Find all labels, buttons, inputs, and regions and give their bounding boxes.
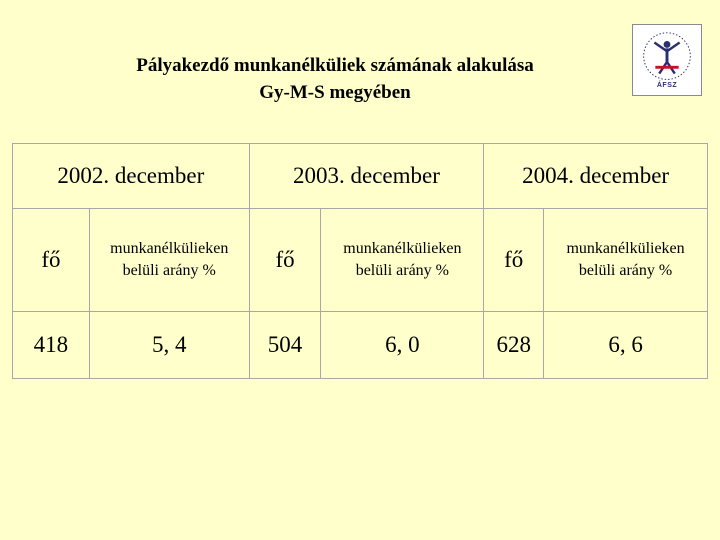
subheader-row [13,209,708,312]
count-value-2003: 504 [249,312,321,379]
count-value-2002: 418 [13,312,90,379]
ratio-header-line-1: munkanélkülieken [343,240,462,257]
ratio-header-2002 [89,209,249,312]
ratio-value-2003: 6, 0 [321,312,484,379]
ratio-header-2004 [544,209,708,312]
slide-title [40,52,630,106]
ratio-value-2002: 5, 4 [89,312,249,379]
count-value-2004: 628 [484,312,544,379]
title-line-2: Gy-M-S megyében [259,82,411,103]
count-header-2003: fő [249,209,321,312]
ratio-header-line-2: belüli arány % [355,262,449,279]
values-row [13,312,708,379]
title-line-1: Pályakezdő munkanélküliek számának alakulása [136,55,534,76]
year-header-2004: 2004. december [484,144,708,209]
ratio-header-line-2: belüli arány % [122,262,216,279]
year-header-2002: 2002. december [13,144,250,209]
afsz-logo-icon [632,24,702,96]
statistics-table [12,143,708,379]
ratio-header-2003 [321,209,484,312]
year-header-2003: 2003. december [249,144,484,209]
ratio-header-line-1: munkanélkülieken [110,240,229,257]
logo-text: ÁFSZ [656,82,678,89]
count-header-2004: fő [484,209,544,312]
count-header-2002: fő [13,209,90,312]
ratio-header-line-1: munkanélkülieken [566,240,685,257]
ratio-value-2004: 6, 6 [544,312,708,379]
year-header-row [13,144,708,209]
ratio-header-line-2: belüli arány % [578,262,673,279]
